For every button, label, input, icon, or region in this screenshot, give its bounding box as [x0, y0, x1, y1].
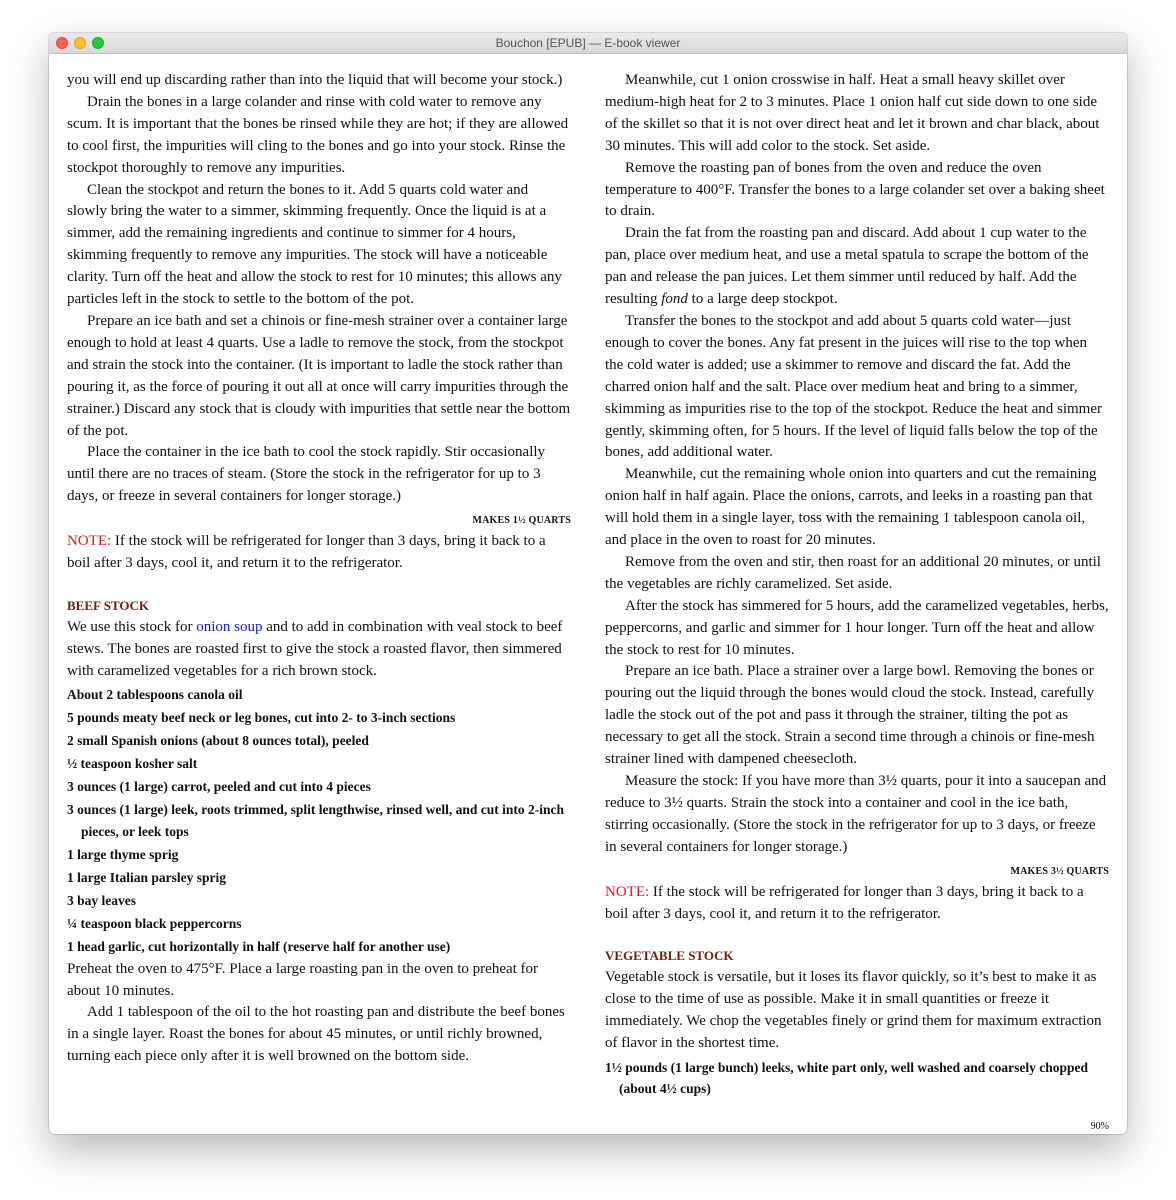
- paragraph-text: to a large deep stockpot.: [687, 291, 838, 308]
- recipe-heading: VEGETABLE STOCK: [605, 948, 734, 964]
- note-paragraph: [605, 882, 1109, 926]
- ingredient-item: 3 ounces (1 large) leek, roots trimmed, split lengthwise, rinsed well, and cut into 2-inch pieces, or leek tops: [67, 802, 564, 839]
- ingredient-item: 5 pounds meaty beef neck or leg bones, cut into 2- to 3-inch sections: [67, 710, 456, 726]
- window-title: Bouchon [EPUB] — E-book viewer: [495, 36, 681, 50]
- recipe-intro: Vegetable stock is versatile, but it loses its flavor quickly, so it’s best to make it as close to the time of use as possible. Make it in small quantities or freeze it immediately. We chop the vegetables finely or grind them for maximum extraction of flavor in the shortest time.: [605, 969, 1102, 1052]
- reading-progress: 90%: [1090, 1121, 1109, 1132]
- ingredient-item: 2 small Spanish onions (about 8 ounces total), peeled: [67, 733, 369, 749]
- paragraph: Transfer the bones to the stockpot and add about 5 quarts cold water—just enough to cover the bones. Any fat present in the juices will rise to the top when the cold water is added; use a skimmer to remove and discard the fat. Add the charred onion half and the salt. Place over medium heat and bring to a simmer, skimming as impurities rise to the top of the stockpot. Reduce the heat and simmer gently, skimming often, for 5 hours. If the level of liquid falls below the top of the bones, add additional water.: [605, 312, 1102, 461]
- ingredient-item: 1 head garlic, cut horizontally in half (reserve half for another use): [67, 938, 451, 954]
- ingredient-item: 3 bay leaves: [67, 892, 136, 908]
- note-label: NOTE:: [67, 533, 112, 550]
- recipe-intro: [67, 617, 571, 683]
- onion-soup-link[interactable]: onion soup: [196, 618, 263, 635]
- ingredient-item: 1½ pounds (1 large bunch) leeks, white part only, well washed and coarsely chopped (about 4½ cups): [605, 1059, 1089, 1097]
- ingredient-item: 1 large Italian parsley sprig: [67, 869, 226, 885]
- recipe-heading: BEEF STOCK: [67, 597, 149, 613]
- ingredient-list: [605, 1057, 1109, 1100]
- note-text: If the stock will be refrigerated for longer than 3 days, bring it back to a boil after 3 days, cool it, and return it to the refrigerator.: [67, 533, 546, 572]
- paragraph: Meanwhile, cut the remaining whole onion into quarters and cut the remaining onion half in half again. Place the onions, carrots, and leeks in a roasting pan that will hold them in a single layer, toss with the remaining 1 tablespoon canola oil, and place in the oven to roast for 20 minutes.: [605, 466, 1097, 549]
- ingredient-item: 1 large thyme sprig: [67, 846, 179, 862]
- note-label: NOTE:: [605, 883, 650, 900]
- note-text: If the stock will be refrigerated for longer than 3 days, bring it back to a boil after 3 days, cool it, and return it to the refrigerator.: [605, 883, 1084, 922]
- ingredient-item: 3 ounces (1 large) carrot, peeled and cut into 4 pieces: [67, 779, 371, 795]
- paragraph: [605, 223, 1109, 311]
- paragraph: Remove from the oven and stir, then roast for an additional 20 minutes, or until the vegetables are richly caramelized. Set aside.: [605, 553, 1101, 592]
- paragraph: Measure the stock: If you have more than 3½ quarts, pour it into a saucepan and reduce to 3½ quarts. Strain the stock into a container and cool in the ice bath, stirring occasionally. (Store the stock in the refrigerator for up to 3 days, or freeze in several containers for longer storage.): [605, 773, 1107, 855]
- ingredient-item: ¼ teaspoon black peppercorns: [67, 915, 242, 931]
- paragraph: Prepare an ice bath and set a chinois or fine-mesh strainer over a container large enough to hold at least 4 quarts. Use a ladle to remove the stock, from the stockpot and strain the stock into the container. (It is important to ladle the stock rather than pouring it, as the force of pouring it out all at once will carry impurities through the strainer.) Discard any stock that is cloudy with impurities that settle near the bottom of the pot.: [67, 312, 571, 439]
- intro-text: and to add in combination with veal stock to beef stews. The bones are roasted first to give the stock a roasted flavor, then simmered with caramelized vegetables for a rich brown stock.: [67, 618, 563, 679]
- paragraph: Meanwhile, cut 1 onion crosswise in half. Heat a small heavy skillet over medium-high heat for 2 to 3 minutes. Place 1 onion half cut side down to one side of the skillet so that it is not over direct heat and let it brown and char black, about 30 minutes. This will add color to the stock. Set aside.: [605, 72, 1100, 154]
- ebook-viewer-window: [49, 33, 1127, 1134]
- yield-label: MAKES 3½ QUARTS: [1010, 865, 1109, 877]
- note-paragraph: [67, 531, 571, 575]
- intro-text: We use this stock for: [67, 618, 197, 635]
- paragraph: Prepare an ice bath. Place a strainer over a large bowl. Removing the bones or pouring out the liquid through the bones would cloud the stock. Instead, carefully ladle the stock out of the pot and pass it through the strainer, tilting the pot as necessary to get all the stock. Strain a second time through a chinois or fine-mesh strainer lined with dampened cheesecloth.: [605, 663, 1095, 768]
- ingredient-item: About 2 tablespoons canola oil: [67, 687, 243, 703]
- ingredient-list: [67, 684, 571, 957]
- book-page[interactable]: [49, 54, 1127, 1134]
- left-column: [67, 70, 571, 1068]
- ingredient-item: ½ teaspoon kosher salt: [67, 756, 198, 772]
- paragraph: Preheat the oven to 475°F. Place a large roasting pan in the oven to preheat for about 10 minutes.: [67, 960, 539, 999]
- paragraph: Place the container in the ice bath to cool the stock rapidly. Stir occasionally until there are no traces of steam. (Store the stock in the refrigerator for up to 3 days, or freeze in several containers for longer storage.): [67, 444, 546, 505]
- fond-emphasis: fond: [661, 291, 688, 308]
- paragraph: Drain the bones in a large colander and rinse with cold water to remove any scum. It is important that the bones be rinsed while they are hot; if they are allowed to cool first, the impurities will cling to the bones and go into your stock. Rinse the stockpot thoroughly to remove any impurities.: [67, 93, 569, 176]
- paragraph: Clean the stockpot and return the bones to it. Add 5 quarts cold water and slowly bring the water to a simmer, skimming frequently. Once the liquid is at a simmer, add the remaining ingredients and continue to simmer for 4 hours, skimming frequently to remove any impurities. The stock will have a noticeable clarity. Turn off the heat and allow the stock to rest for 10 minutes; this allows any particles left in the stock to settle to the bottom of the pot.: [67, 181, 562, 308]
- paragraph: Add 1 tablespoon of the oil to the hot roasting pan and distribute the beef bones in a single layer. Roast the bones for about 45 minutes, or until richly browned, turning each piece only after it is well browned on the bottom side.: [67, 1004, 565, 1065]
- paragraph-text: Drain the fat from the roasting pan and discard. Add about 1 cup water to the pan, place over medium heat, and use a metal spatula to scrape the bottom of the pan and release the pan juices. Let them simmer until reduced by half. Add the resulting: [605, 225, 1089, 308]
- paragraph: After the stock has simmered for 5 hours, add the caramelized vegetables, herbs, peppercorns, and garlic and simmer for 1 hour longer. Turn off the heat and allow the stock to rest for 10 minutes.: [605, 597, 1109, 658]
- yield-label: MAKES 1½ QUARTS: [472, 515, 571, 527]
- right-column: [605, 70, 1109, 1101]
- paragraph: you will end up discarding rather than into the liquid that will become your stock.): [67, 72, 563, 88]
- title-bar: [49, 33, 1127, 54]
- paragraph: Remove the roasting pan of bones from the oven and reduce the oven temperature to 400°F. Transfer the bones to a large colander set over a baking sheet to drain.: [605, 159, 1105, 220]
